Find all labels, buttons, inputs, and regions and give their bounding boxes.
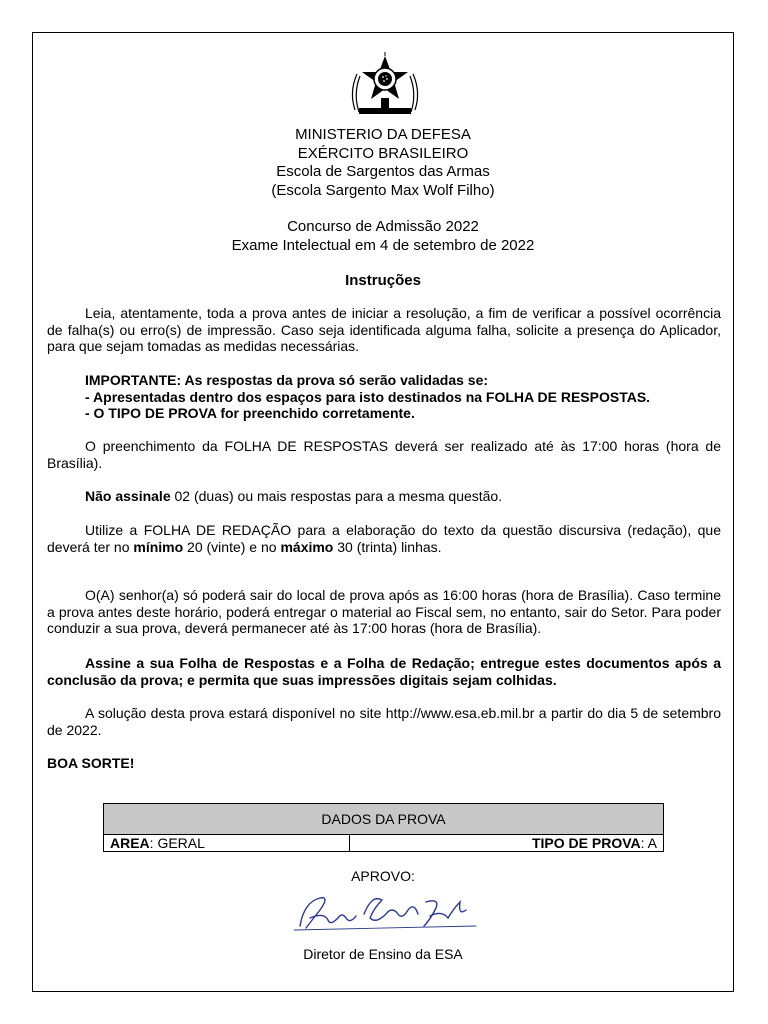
good-luck: BOA SORTE! — [47, 755, 135, 771]
area-cell — [104, 835, 350, 852]
header-line: Exame Intelectual em 4 de setembro de 2022 — [231, 236, 535, 254]
header-line: Concurso de Admissão 2022 — [287, 218, 479, 235]
exam-type-cell — [349, 835, 663, 852]
header-line: MINISTERIO DA DEFESA — [295, 126, 471, 143]
institution-header — [32, 126, 734, 200]
header-line: (Escola Sargento Max Wolf Filho) — [271, 181, 495, 199]
important-line: IMPORTANTE: As respostas da prova só serão validadas se: — [85, 372, 489, 388]
text: 30 (trinta) linhas. — [333, 538, 442, 555]
brazil-coat-of-arms-icon — [345, 52, 425, 122]
text: 20 (vinte) e no — [183, 538, 281, 555]
paragraph-leave-time: O(A) senhor(a) só poderá sair do local de prova após as 16:00 horas (hora de Brasília). Caso termine a prova antes deste horário, poderá entregar o material ao Fiscal sem, no entanto, sair do Setor. Para poder conduzir a sua prova, deverá permanecer até às 17:00 horas (hora de Brasília). — [47, 587, 721, 636]
exam-data-table — [103, 803, 664, 852]
bold-text: mínimo — [133, 538, 184, 555]
director-title: Diretor de Ensino da ESA — [303, 946, 463, 962]
paragraph-answer-sheet: O preenchimento da FOLHA DE RESPOSTAS deverá ser realizado até às 17:00 horas (hora de Brasília). — [47, 438, 721, 471]
header-line: EXÉRCITO BRASILEIRO — [297, 144, 469, 162]
exam-data-heading: DADOS DA PROVA — [104, 804, 664, 835]
page-title: Instruções — [345, 272, 421, 289]
paragraph-solution-site: A solução desta prova estará disponível no site http://www.esa.eb.mil.br a partir do dia 5 de setembro de 2022. — [47, 705, 721, 738]
area-value: : GERAL — [149, 835, 205, 851]
header-line: Escola de Sargentos das Armas — [276, 163, 490, 180]
text: 02 (duas) ou mais respostas para a mesma questão. — [170, 488, 503, 504]
bold-text: Não assinale — [85, 488, 171, 504]
paragraph-do-not-mark — [47, 488, 721, 505]
paragraph-sign-sheets: Assine a sua Folha de Respostas e a Folha de Redação; entregue estes documentos após a conclusão da prova; e permita que suas impressões digitais sejam colhidas. — [47, 655, 721, 688]
important-line: - O TIPO DE PROVA for preenchido corretamente. — [85, 405, 415, 421]
text: Utilize a FOLHA DE REDAÇÃO para a elaboração do texto da questão discursiva (redação), que deverá ter no — [47, 522, 721, 555]
paragraph-essay-sheet — [47, 522, 721, 555]
approval-label: APROVO: — [351, 868, 415, 884]
exam-header — [32, 218, 734, 255]
important-line: - Apresentadas dentro dos espaços para isto destinados na FOLHA DE RESPOSTAS. — [85, 388, 651, 405]
handwritten-signature-icon — [290, 888, 480, 936]
important-block — [47, 372, 721, 422]
area-label: AREA — [110, 835, 150, 851]
paragraph-read-carefully: Leia, atentamente, toda a prova antes de iniciar a resolução, a fim de verificar a possível ocorrência de falha(s) ou erro(s) de impressão. Caso seja identificada alguma falha, solicite a presença do Aplicador, para que sejam tomadas as medidas necessárias. — [47, 305, 721, 354]
bold-text: máximo — [280, 538, 334, 555]
exam-type-value: : A — [640, 835, 657, 851]
exam-type-label: TIPO DE PROVA — [531, 835, 641, 851]
